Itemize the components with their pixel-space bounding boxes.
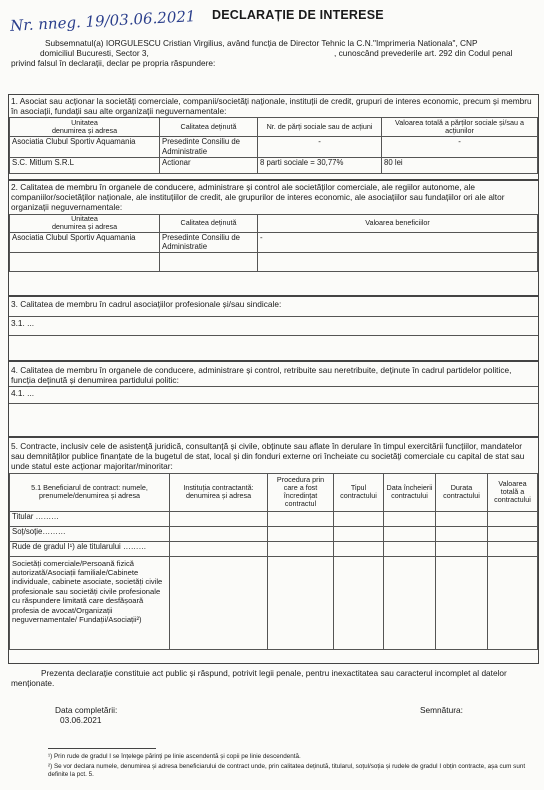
section-1: [8, 94, 539, 180]
section-1-table: [9, 117, 538, 174]
table-row-label: Titular ………: [10, 511, 170, 526]
intro-line-1: Subsemnatul(a) IORGULESCU Cristian Virgilius, având funcția de Director Tehnic la C.N."Imprimeria Nationala", CNP: [45, 38, 478, 48]
s5-col-procedure: Procedura prin care a fost încredințat contractul: [268, 473, 334, 511]
table-cell: 80 lei: [382, 158, 538, 174]
table-cell: S.C. Mitlum S.R.L: [10, 158, 160, 174]
section-2-heading: 2. Calitatea de membru în organele de conducere, administrare și control ale societăților comerciale, ale regiilor autonome, ale companiilor/societăților naționale, ale instituțiilor de credit, ale grupurilor de interes economic, ale asociațiilor sau fundațiilor ori ale altor organizații neguvernamentale:: [11, 182, 505, 213]
s5-col-institution: Instituția contractantă: denumirea și adresa: [170, 473, 268, 511]
s1-col-value: Valoarea totală a părților sociale și/sau a acțiunilor: [382, 118, 538, 137]
handwritten-registry-number: Nr. nneg. 19/03.06.2021: [9, 7, 196, 35]
s2-col-unit: Unitatea denumirea și adresa: [10, 214, 160, 232]
section-3: [8, 296, 539, 361]
section-4-heading: 4. Calitatea de membru în organele de conducere, administrare și control, retribuite sau neretribuite, deținute în cadrul partidelor politice, funcția deținută și denumirea partidului politic:: [11, 365, 512, 386]
intro-line-2-right: , cunoscând prevederile art. 292 din Codul penal: [334, 48, 513, 58]
section-5-table: [9, 473, 538, 650]
s1-col-unit: Unitatea denumirea și adresa: [10, 118, 160, 137]
s5-col-date: Data încheierii contractului: [384, 473, 436, 511]
section-5-heading: 5. Contracte, inclusiv cele de asistență juridică, consultanță și civile, obținute sau aflate în derulare în timpul exercitării funcțiilor, mandatelor sau demnităților publice finanțate de la bugetul de stat, local și din fonduri externe ori încheiate cu societăți comerciale cu capital de stat sau unde statul este acționar majoritar/minoritar:: [11, 441, 525, 472]
s2-col-role: Calitatea deținută: [160, 214, 258, 232]
signature-label: Semnătura:: [420, 705, 463, 715]
s5-col-type: Tipul contractului: [334, 473, 384, 511]
footnote-1: ¹) Prin rude de gradul I se înțelege părinți pe linie ascendentă și copii pe linie descendentă.: [48, 753, 301, 760]
section-3-heading: 3. Calitatea de membru în cadrul asociațiilor profesionale și/sau sindicale:: [11, 299, 282, 309]
s2-col-benefits: Valoarea beneficiilor: [258, 214, 538, 232]
table-row-label: Soț/soție………: [10, 526, 170, 541]
section-4: [8, 361, 539, 437]
section-1-heading: 1. Asociat sau acționar la societăți comerciale, companii/societăți naționale, instituții de credit, grupuri de interes economic, precum și membru în asociații, fundații sau alte organizații neguvernamentale:: [11, 96, 532, 117]
table-cell: [10, 252, 160, 271]
table-cell: [160, 252, 258, 271]
date-label: Data completării:: [55, 705, 118, 715]
table-cell: 8 parti sociale = 30,77%: [258, 158, 382, 174]
table-cell: Asociatia Clubul Sportiv Aquamania: [10, 232, 160, 252]
section-2-table: [9, 214, 538, 272]
table-cell: Presedinte Consiliu de Administratie: [160, 232, 258, 252]
table-cell: -: [258, 232, 538, 252]
section-2: [8, 180, 539, 296]
s1-col-role: Calitatea deținută: [160, 118, 258, 137]
section-4-blank-row: [9, 403, 538, 420]
date-value: 03.06.2021: [60, 715, 102, 725]
table-cell: Presedinte Consiliu de Administratie: [160, 137, 258, 158]
s1-col-shares: Nr. de părți sociale sau de acțiuni: [258, 118, 382, 137]
s5-col-beneficiary: 5.1 Beneficiarul de contract: numele, prenumele/denumirea și adresa: [10, 473, 170, 511]
s5-col-duration: Durata contractului: [436, 473, 488, 511]
closing-statement: Prezenta declarație constituie act public și răspund, potrivit legii penale, pentru inexactitatea sau caracterul incomplet al datelor menționate.: [11, 668, 507, 689]
s5-col-total: Valoarea totală a contractului: [488, 473, 538, 511]
table-cell: Actionar: [160, 158, 258, 174]
footnote-2: ²) Se vor declara numele, denumirea și adresa beneficiarului de contract unde, prin calitatea deținută, titularul, soțul/soția și rudele de gradul I obțin contracte, așa cum sunt definite la pct. 5.: [48, 763, 526, 778]
footnote-separator: [48, 748, 156, 749]
section-3-blank-row: [9, 335, 538, 351]
document-title: DECLARAȚIE DE INTERESE: [212, 8, 384, 22]
table-row-label: Rude de gradul I¹) ale titularului ………: [10, 541, 170, 556]
intro-line-2-left: domiciliul Bucuresti, Sector 3,: [40, 48, 149, 58]
table-cell: -: [382, 137, 538, 158]
table-cell: -: [258, 137, 382, 158]
table-row-label: Societăți comerciale/Persoană fizică autorizată/Asociații familiale/Cabinete individuale, cabinete asociate, societăți civile profesionale sau societăți civile profesionale cu răspundere limitată care desfășoară profesia de avocat/Organizații neguvernamentale/ Fundații/Asociații²): [10, 556, 170, 649]
intro-line-3: privind falsul în declarații, declar pe propria răspundere:: [11, 58, 216, 68]
section-5: [8, 437, 539, 664]
table-cell: Asociatia Clubul Sportiv Aquamania: [10, 137, 160, 158]
section-3-item: 3.1. ...: [9, 316, 538, 335]
table-cell: [258, 252, 538, 271]
section-4-item: 4.1. ...: [9, 386, 538, 403]
